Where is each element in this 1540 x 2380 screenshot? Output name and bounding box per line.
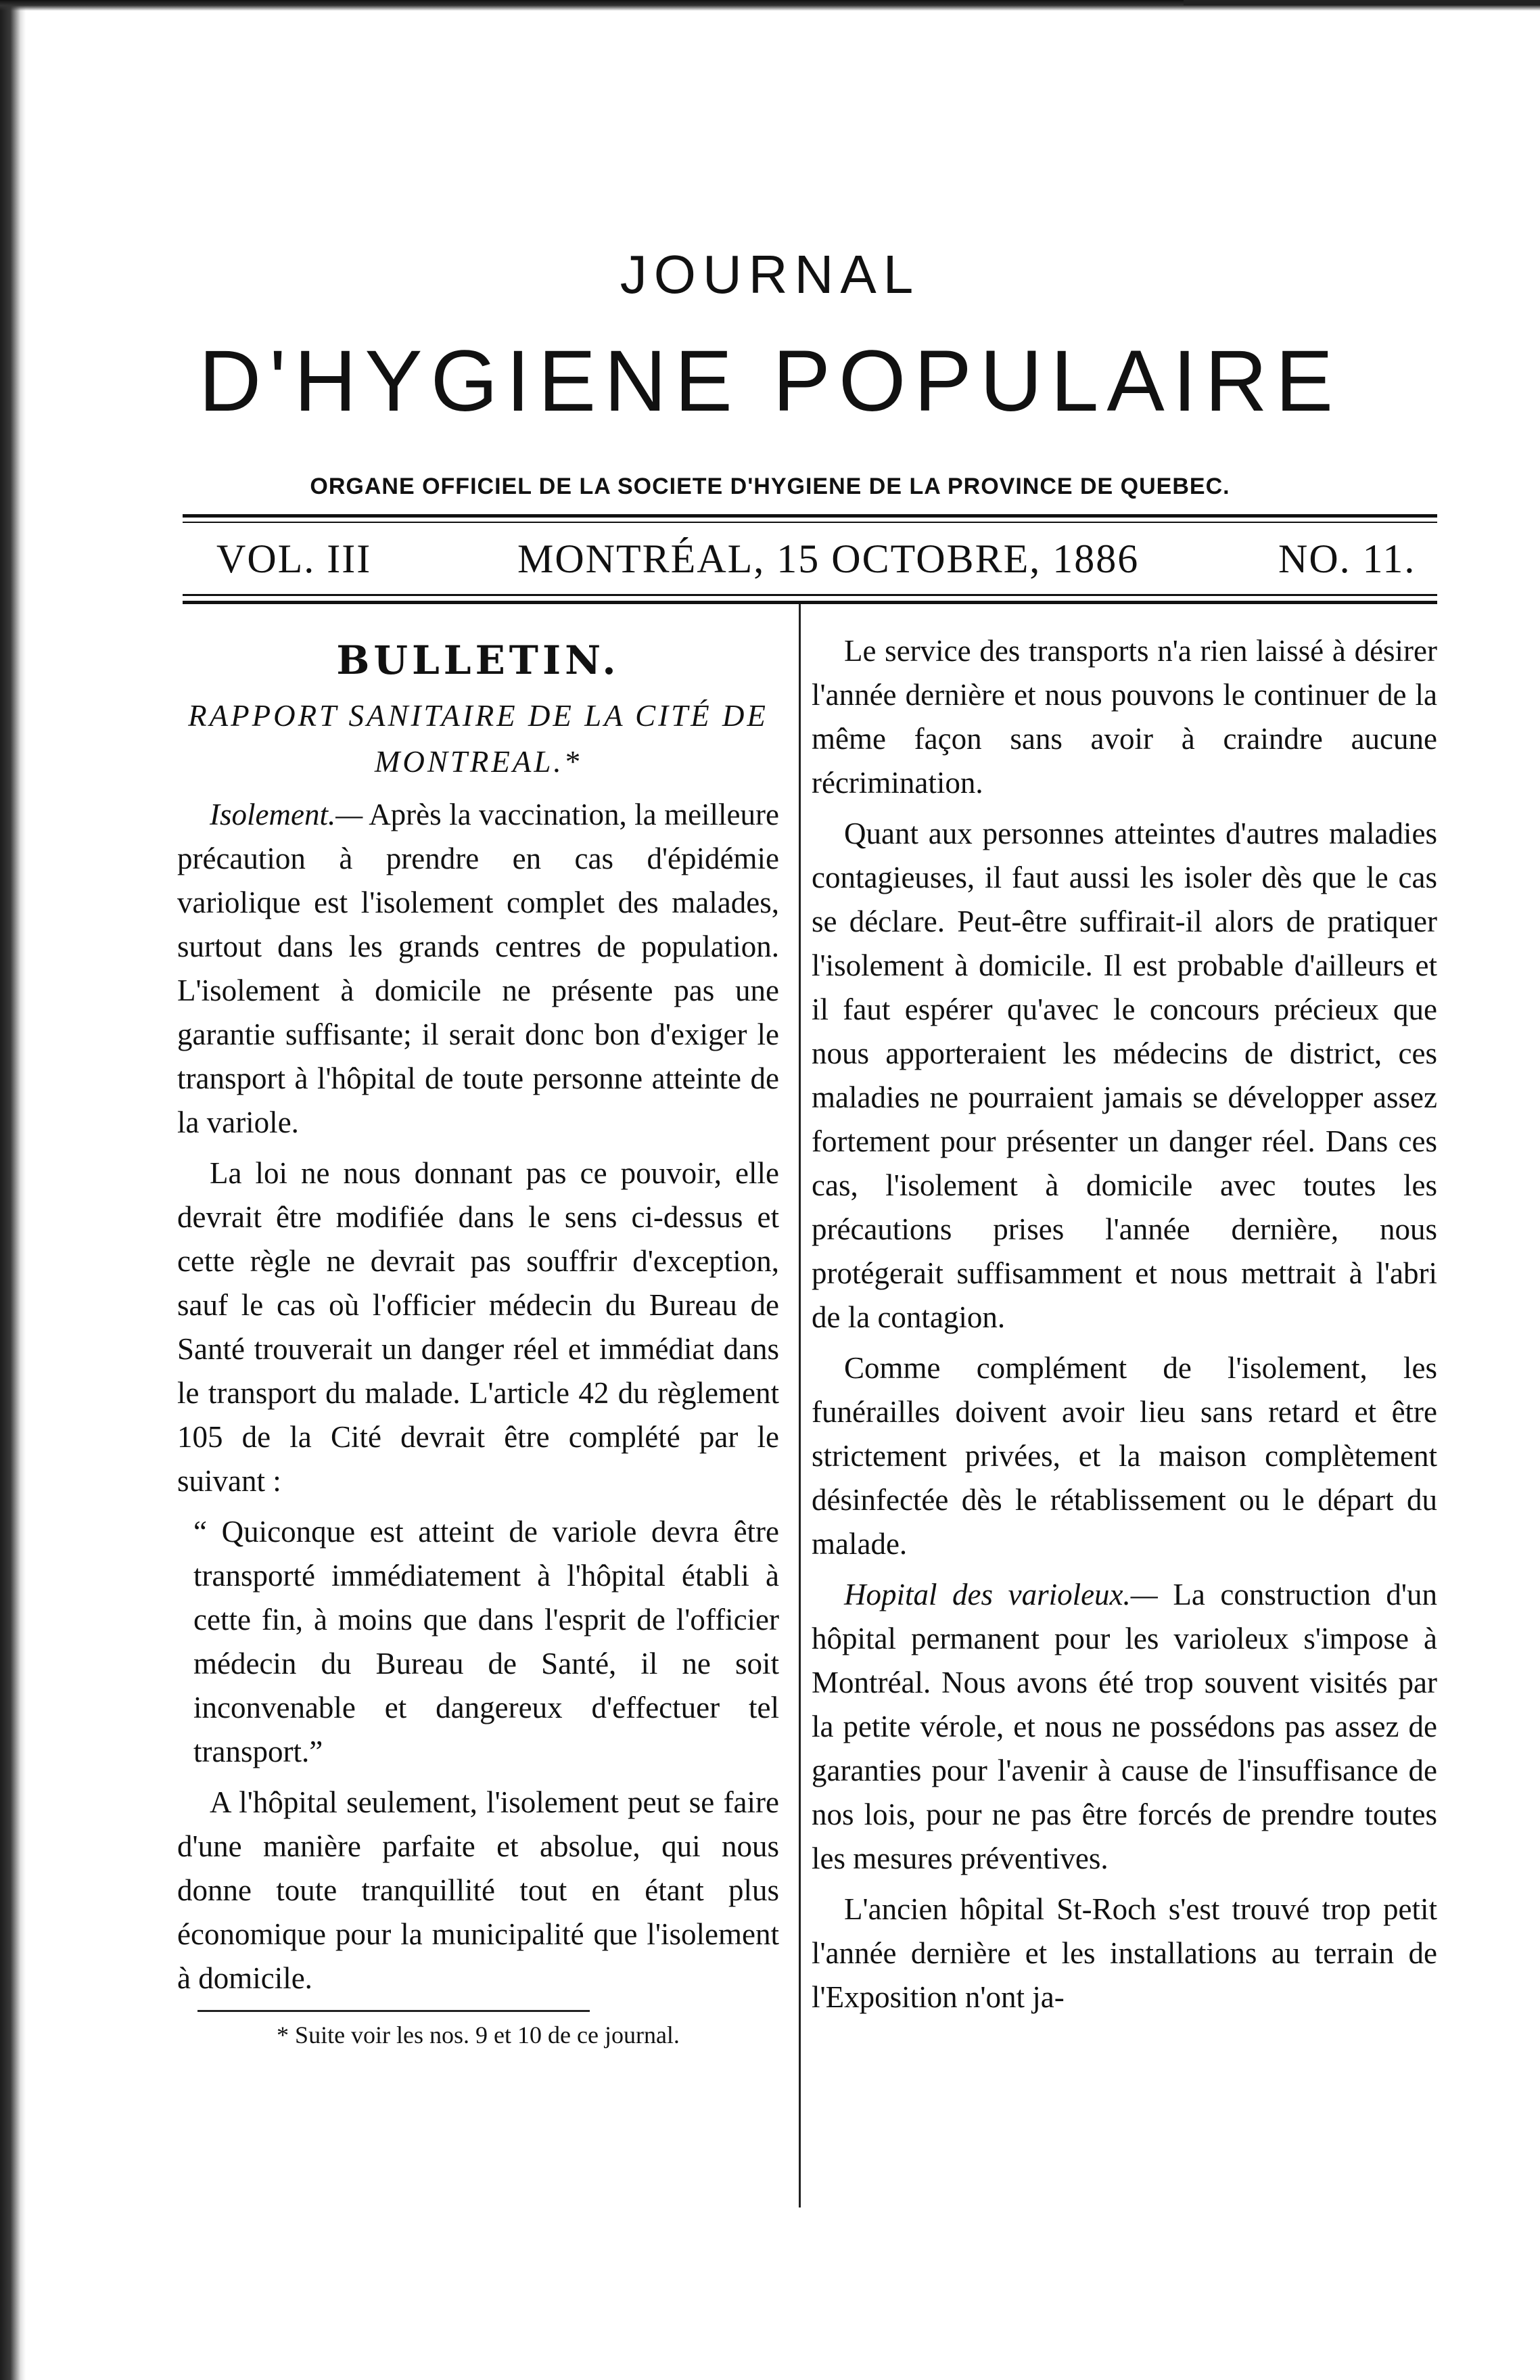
paragraph-text-hopital: La construction d'un hôpital permanent pour les varioleux s'impose à Montréal. Nous avons été trop souvent visités par la petite vérole, et nous ne possédons pas assez de garanties pour l'avenir à cause de l'insuffisance de nos lois, pour ne pas être forcés de prendre toutes les mesures préventives. <box>812 1578 1437 1875</box>
paragraph-text-isolement: Après la vaccination, la meilleure précaution à prendre en cas d'épidémie variolique est l'isolement complet des malades, surtout dans les grands centres de population. L'isolement à domicile ne présente pas une garantie suffisante; il serait donc bon d'exiger le transport à l'hôpital de toute personne atteinte de la variole. <box>177 798 779 1139</box>
journal-organ-line: ORGANE OFFICIEL DE LA SOCIETE D'HYGIENE DE LA PROVINCE DE QUEBEC. <box>310 474 1230 499</box>
issue-volume: VOL. III <box>216 536 372 581</box>
paragraph-loi: La loi ne nous donnant pas ce pouvoir, elle devrait être modifiée dans le sens ci-dessus et cette règle ne devrait pas souffrir d'exception, sauf le cas où l'officier médecin du Bureau de Santé trouverait un danger réel et immédiat dans le transport du malade. L'article 42 du règlement 105 de la Cité devrait être complété par le suivant : <box>177 1156 779 1498</box>
paragraph-lead-isolement: Isolement.— <box>210 798 363 831</box>
paragraph-isolement <box>177 793 779 1145</box>
column-divider <box>799 604 801 2207</box>
footnote-rule <box>197 2010 590 2012</box>
paragraph-maladies-contagieuses: Quant aux personnes atteintes d'autres maladies contagieuses, il faut aussi les isoler dès que le cas se déclare. Peut-être suffirait-il alors de pratiquer l'isolement à domicile. Il est probable d'ailleurs et il faut espérer qu'avec le concours précieux que nous apporteraient les médecins de district, ces maladies ne pourraient jamais se développer assez fortement pour présenter un danger réel. Dans ces cas, l'isolement à domicile avec toutes les précautions prises l'année dernière, nous protégerait suffisamment et nous mettrait à l'abri de la contagion. <box>812 817 1437 1334</box>
paragraph-hopital-varioleux <box>812 1573 1437 1881</box>
quoted-regulation: “ Quiconque est atteint de variole devra être transporté immédiatement à l'hôpital établi à cette fin, à moins que dans l'esprit de l'officier médecin du Bureau de Santé, il ne soit inconvenable et dangereux d'effectuer tel transport.” <box>193 1515 779 1768</box>
paragraph-funerailles: Comme complément de l'isolement, les funérailles doivent avoir lieu sans retard et être strictement privées, et la maison complètement désinfectée dès le rétablissement ou le départ du malade. <box>812 1351 1437 1561</box>
masthead-rule-top-thin <box>183 522 1437 523</box>
journal-label: JOURNAL <box>620 244 920 304</box>
issue-number: NO. 11. <box>1278 536 1416 581</box>
journal-name: D'HYGIENE POPULAIRE <box>198 333 1342 430</box>
right-column <box>812 629 1437 2026</box>
bulletin-heading: BULLETIN. <box>336 637 620 683</box>
paragraph-hopital-seulement: A l'hôpital seulement, l'isolement peut se faire d'une manière parfaite et absolue, qui nous donne toute tranquillité tout en étant plus économique pour la municipalité que l'isolement à domicile. <box>177 1785 779 1995</box>
masthead-rule-top <box>183 514 1437 518</box>
paragraph-lead-hopital: Hopital des varioleux.— <box>844 1578 1158 1611</box>
footnote: * Suite voir les nos. 9 et 10 de ce journal. <box>277 2021 680 2049</box>
report-subtitle: RAPPORT SANITAIRE DE LA CITÉ DE MONTREAL.* <box>188 699 768 779</box>
scan-edge-top-right <box>1184 0 1540 5</box>
issue-rule-bottom <box>183 601 1437 604</box>
left-column <box>177 629 779 2053</box>
paragraph-st-roch: L'ancien hôpital St-Roch s'est trouvé trop petit l'année dernière et les installations au terrain de l'Exposition n'ont ja- <box>812 1892 1437 2014</box>
paragraph-transports: Le service des transports n'a rien laissé à désirer l'année dernière et nous pouvons le continuer de la même façon sans avoir à craindre aucune récrimination. <box>812 634 1437 800</box>
issue-rule-thin <box>183 594 1437 596</box>
issue-place-date: MONTRÉAL, 15 OCTOBRE, 1886 <box>517 536 1140 581</box>
